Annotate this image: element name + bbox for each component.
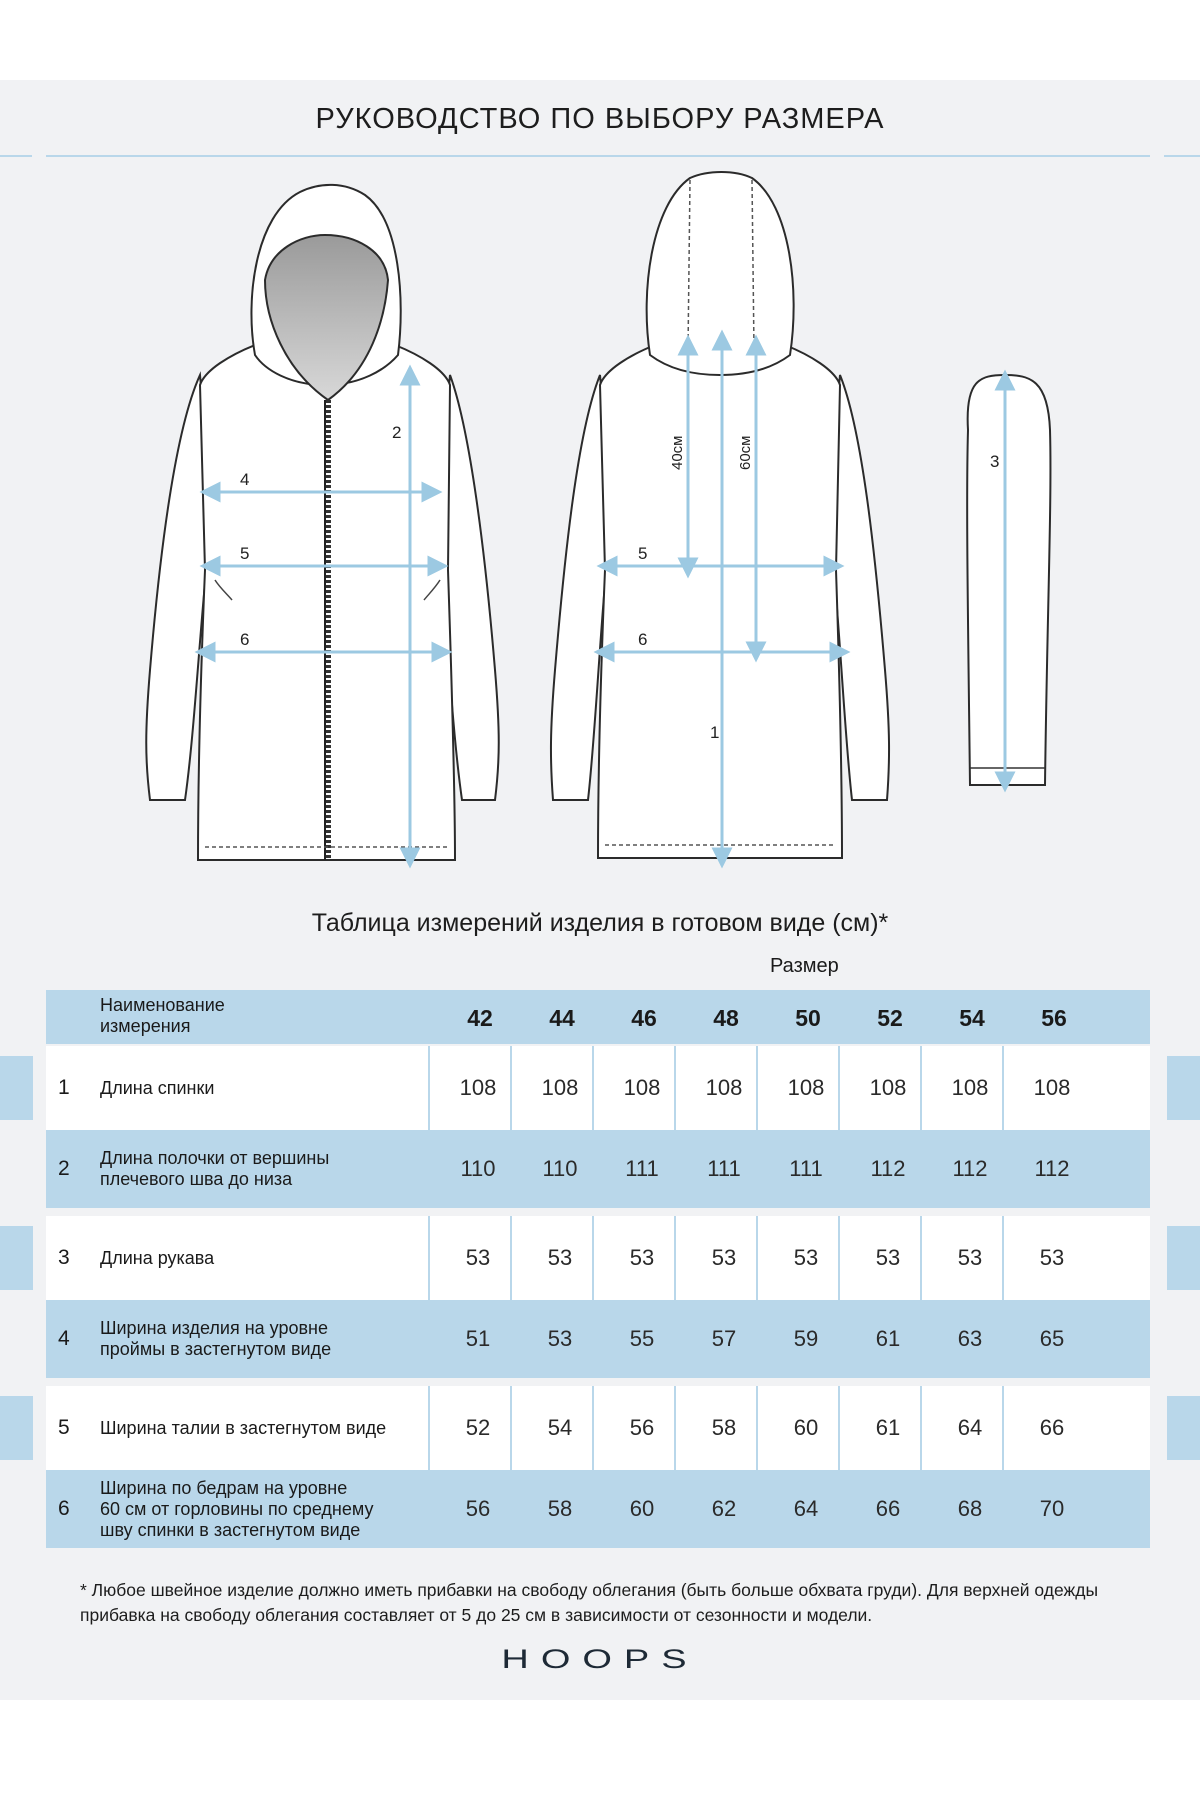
title-rule	[46, 155, 1150, 157]
column-divider	[592, 1216, 594, 1300]
front-label-6: 6	[240, 630, 250, 649]
row-value: 53	[1039, 1245, 1065, 1270]
garment-drawings	[0, 170, 1200, 890]
row-value: 53	[547, 1245, 573, 1270]
back-label-40: 40см	[669, 435, 686, 470]
row-label: Ширина по бедрам на уровне 60 см от горловины по среднему шву спинки в застегнутом виде	[100, 1477, 374, 1540]
footnote: * Любое швейное изделие должно иметь прибавки на свободу облегания (быть больше обхвата груди). Для верхней одежды прибавка на свободу облегания составляет от 5 до 25 см в зависимости от сезонности и модели.	[80, 1580, 1099, 1625]
column-divider	[510, 1046, 512, 1130]
row-number: 3	[58, 1246, 70, 1269]
row-label: Длина рукава	[100, 1247, 215, 1268]
size-header-42: 42	[467, 1005, 493, 1031]
table-title: Таблица измерений изделия в готовом виде (см)*	[311, 909, 889, 937]
size-header-46: 46	[631, 1005, 657, 1031]
row-value: 108	[623, 1075, 661, 1100]
row-value: 66	[1039, 1415, 1065, 1440]
column-divider	[674, 1216, 676, 1300]
column-divider	[674, 1386, 676, 1470]
column-divider	[428, 1046, 430, 1130]
column-divider	[1002, 1046, 1004, 1130]
row-value: 56	[465, 1496, 491, 1521]
table-row	[46, 1046, 1150, 1130]
row-value: 61	[875, 1326, 901, 1351]
side-tab-right	[1167, 1396, 1200, 1460]
row-value: 65	[1039, 1326, 1065, 1351]
row-value: 112	[870, 1156, 906, 1181]
column-divider	[920, 1386, 922, 1470]
row-value: 53	[957, 1245, 983, 1270]
row-value: 53	[711, 1245, 737, 1270]
row-value: 108	[869, 1075, 907, 1100]
row-label: Ширина талии в застегнутом виде	[100, 1417, 387, 1438]
table-row	[46, 1216, 1150, 1300]
row-label: Длина спинки	[100, 1077, 215, 1098]
row-value: 62	[711, 1496, 737, 1521]
size-header-54: 54	[959, 1005, 985, 1031]
side-tab-right	[1167, 1056, 1200, 1120]
sleeve-label-3: 3	[990, 452, 1000, 471]
hoops-logo	[0, 1640, 1200, 1674]
row-value: 53	[629, 1245, 655, 1270]
column-divider	[1002, 1386, 1004, 1470]
table-row	[46, 1130, 1150, 1208]
row-value: 111	[789, 1156, 823, 1181]
row-value: 53	[875, 1245, 901, 1270]
row-value: 112	[952, 1156, 988, 1181]
column-divider	[920, 1046, 922, 1130]
title-rule-left	[0, 155, 32, 157]
column-divider	[592, 1046, 594, 1130]
row-number: 4	[58, 1327, 70, 1350]
column-divider	[756, 1386, 758, 1470]
column-divider	[1002, 1216, 1004, 1300]
back-label-5: 5	[638, 544, 648, 563]
row-value: 108	[787, 1075, 825, 1100]
row-value: 108	[541, 1075, 579, 1100]
row-value: 54	[547, 1415, 573, 1440]
row-value: 61	[875, 1415, 901, 1440]
table-row	[46, 1386, 1150, 1470]
size-caption: Размер	[770, 955, 839, 977]
row-label: Ширина изделия на уровне проймы в застегнутом виде	[100, 1318, 332, 1359]
size-header-56: 56	[1041, 1005, 1067, 1031]
column-divider	[920, 1216, 922, 1300]
size-header-44: 44	[549, 1005, 575, 1031]
column-divider	[756, 1216, 758, 1300]
row-value: 59	[793, 1326, 819, 1351]
back-label-60: 60см	[737, 435, 754, 470]
row-value: 111	[707, 1156, 741, 1181]
side-tab-left	[0, 1396, 33, 1460]
row-number: 6	[58, 1497, 70, 1520]
row-value: 52	[465, 1415, 491, 1440]
row-label: Длина полочки от вершины плечевого шва до низа	[100, 1148, 330, 1189]
column-divider	[428, 1216, 430, 1300]
column-divider	[428, 1386, 430, 1470]
header-label: Наименование измерения	[100, 995, 225, 1036]
row-value: 53	[465, 1245, 491, 1270]
size-header-50: 50	[795, 1005, 821, 1031]
row-value: 112	[1034, 1156, 1070, 1181]
column-divider	[756, 1046, 758, 1130]
back-label-1: 1	[710, 723, 720, 742]
row-value: 53	[793, 1245, 819, 1270]
row-value: 108	[1033, 1075, 1071, 1100]
row-value: 108	[951, 1075, 989, 1100]
row-value: 110	[542, 1156, 578, 1181]
back-label-6: 6	[638, 630, 648, 649]
row-value: 60	[793, 1415, 819, 1440]
table-row	[46, 1300, 1150, 1378]
row-value: 64	[793, 1496, 819, 1521]
row-value: 70	[1039, 1496, 1065, 1521]
side-tab-left	[0, 1226, 33, 1290]
row-value: 108	[459, 1075, 497, 1100]
row-value: 60	[629, 1496, 655, 1521]
side-tab-left	[0, 1056, 33, 1120]
row-value: 57	[711, 1326, 737, 1351]
row-value: 66	[875, 1496, 901, 1521]
row-value: 111	[625, 1156, 659, 1181]
row-number: 2	[58, 1157, 70, 1180]
column-divider	[838, 1216, 840, 1300]
row-number: 1	[58, 1076, 70, 1099]
column-divider	[838, 1386, 840, 1470]
front-view	[146, 185, 499, 860]
row-value: 55	[629, 1326, 655, 1351]
front-label-4: 4	[240, 470, 250, 489]
front-label-5: 5	[240, 544, 250, 563]
side-tab-right	[1167, 1226, 1200, 1290]
row-value: 51	[465, 1326, 491, 1351]
front-label-2: 2	[392, 423, 402, 442]
row-value: 110	[460, 1156, 496, 1181]
logo-text: HOOPS	[501, 1643, 699, 1674]
size-header-48: 48	[713, 1005, 739, 1031]
title-rule-right	[1164, 155, 1200, 157]
table-header-row	[46, 990, 1150, 1044]
column-divider	[510, 1216, 512, 1300]
table-row	[46, 1470, 1150, 1548]
size-header-52: 52	[877, 1005, 903, 1031]
row-value: 56	[629, 1415, 655, 1440]
row-value: 53	[547, 1326, 573, 1351]
row-value: 58	[711, 1415, 737, 1440]
sleeve-view	[967, 375, 1050, 785]
column-divider	[592, 1386, 594, 1470]
column-divider	[838, 1046, 840, 1130]
row-value: 68	[957, 1496, 983, 1521]
column-divider	[674, 1046, 676, 1130]
row-value: 63	[957, 1326, 983, 1351]
back-view	[551, 172, 889, 858]
page-title: РУКОВОДСТВО ПО ВЫБОРУ РАЗМЕРА	[315, 103, 885, 135]
row-value: 108	[705, 1075, 743, 1100]
size-table	[46, 990, 1150, 1554]
row-value: 58	[547, 1496, 573, 1521]
row-number: 5	[58, 1416, 70, 1439]
column-divider	[510, 1386, 512, 1470]
row-value: 64	[957, 1415, 983, 1440]
